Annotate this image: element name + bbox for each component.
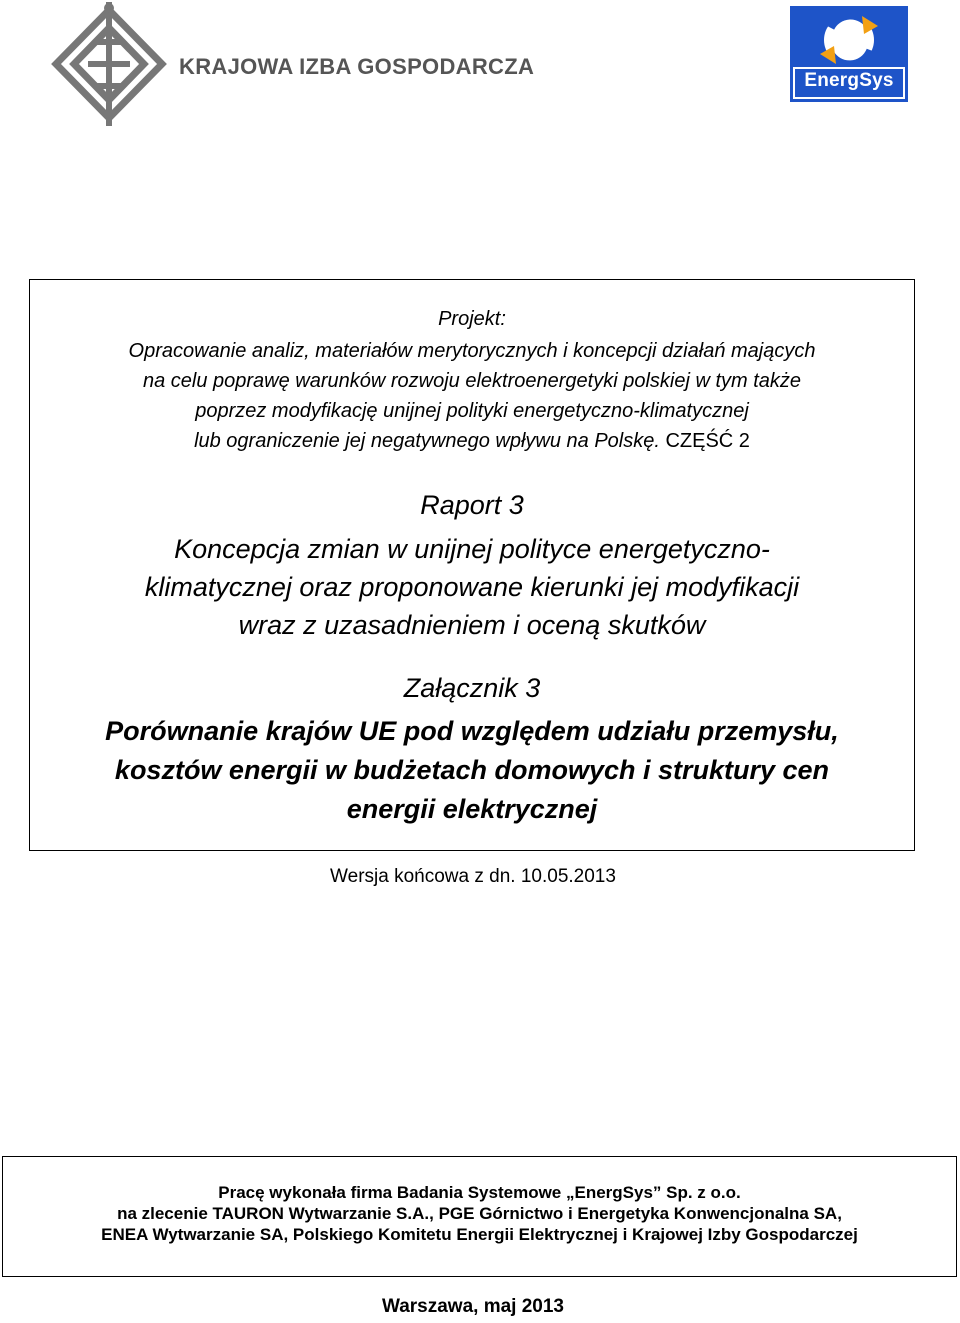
credits-line-1: Pracę wykonała firma Badania Systemowe „EnergSys” Sp. z o.o.	[218, 1183, 741, 1202]
credits-line-3: ENEA Wytwarzanie SA, Polskiego Komitetu Energii Elektrycznej i Krajowej Izby Gospodarczej	[101, 1225, 858, 1244]
project-last-line: lub ograniczenie jej negatywnego wpływu na Polskę.	[194, 430, 660, 452]
report-line-1: Koncepcja zmian w unijnej polityce energetyczno-	[174, 534, 770, 564]
kig-emblem-icon	[44, 2, 174, 128]
kig-logo	[44, 2, 544, 128]
credits-line-2: na zlecenie TAURON Wytwarzanie S.A., PGE Górnictwo i Energetyka Konwencjonalna SA,	[117, 1204, 842, 1223]
project-line-3: poprzez modyfikację unijnej polityki energetyczno-klimatycznej	[195, 400, 749, 422]
report-line-2: klimatycznej oraz proponowane kierunki jej modyfikacji	[144, 572, 800, 602]
kig-logo-text: KRAJOWA IZBA GOSPODARCZA	[179, 54, 535, 79]
annex-title: Załącznik 3	[403, 673, 541, 703]
project-line-4	[30, 426, 914, 456]
part-label: CZĘŚĆ 2	[665, 430, 750, 452]
project-heading: Projekt:	[438, 308, 506, 330]
project-line-2: na celu poprawę warunków rozwoju elektroenergetyki polskiej w tym także	[142, 370, 802, 392]
annex-subtitle	[30, 712, 914, 829]
place-date: Warszawa, maj 2013	[381, 1296, 564, 1317]
annex-line-3: energii elektrycznej	[346, 794, 598, 824]
energsys-logo-text: EnergSys	[804, 70, 894, 91]
annex-line-1: Porównanie krajów UE pod względem udziału przemysłu,	[105, 716, 839, 746]
project-line-1: Opracowanie analiz, materiałów merytorycznych i koncepcji działań mających	[128, 340, 816, 362]
report-line-3: wraz z uzasadnieniem i oceną skutków	[238, 610, 706, 640]
energsys-logo	[790, 6, 908, 102]
project-box	[29, 279, 915, 851]
annex-line-2: kosztów energii w budżetach domowych i struktury cen	[114, 755, 830, 785]
report-title: Raport 3	[420, 490, 524, 520]
report-subtitle	[30, 530, 914, 644]
project-description	[30, 336, 914, 456]
credits-box	[2, 1156, 957, 1277]
credits-text	[3, 1182, 956, 1245]
version-date: Wersja końcowa z dn. 10.05.2013	[330, 866, 616, 887]
